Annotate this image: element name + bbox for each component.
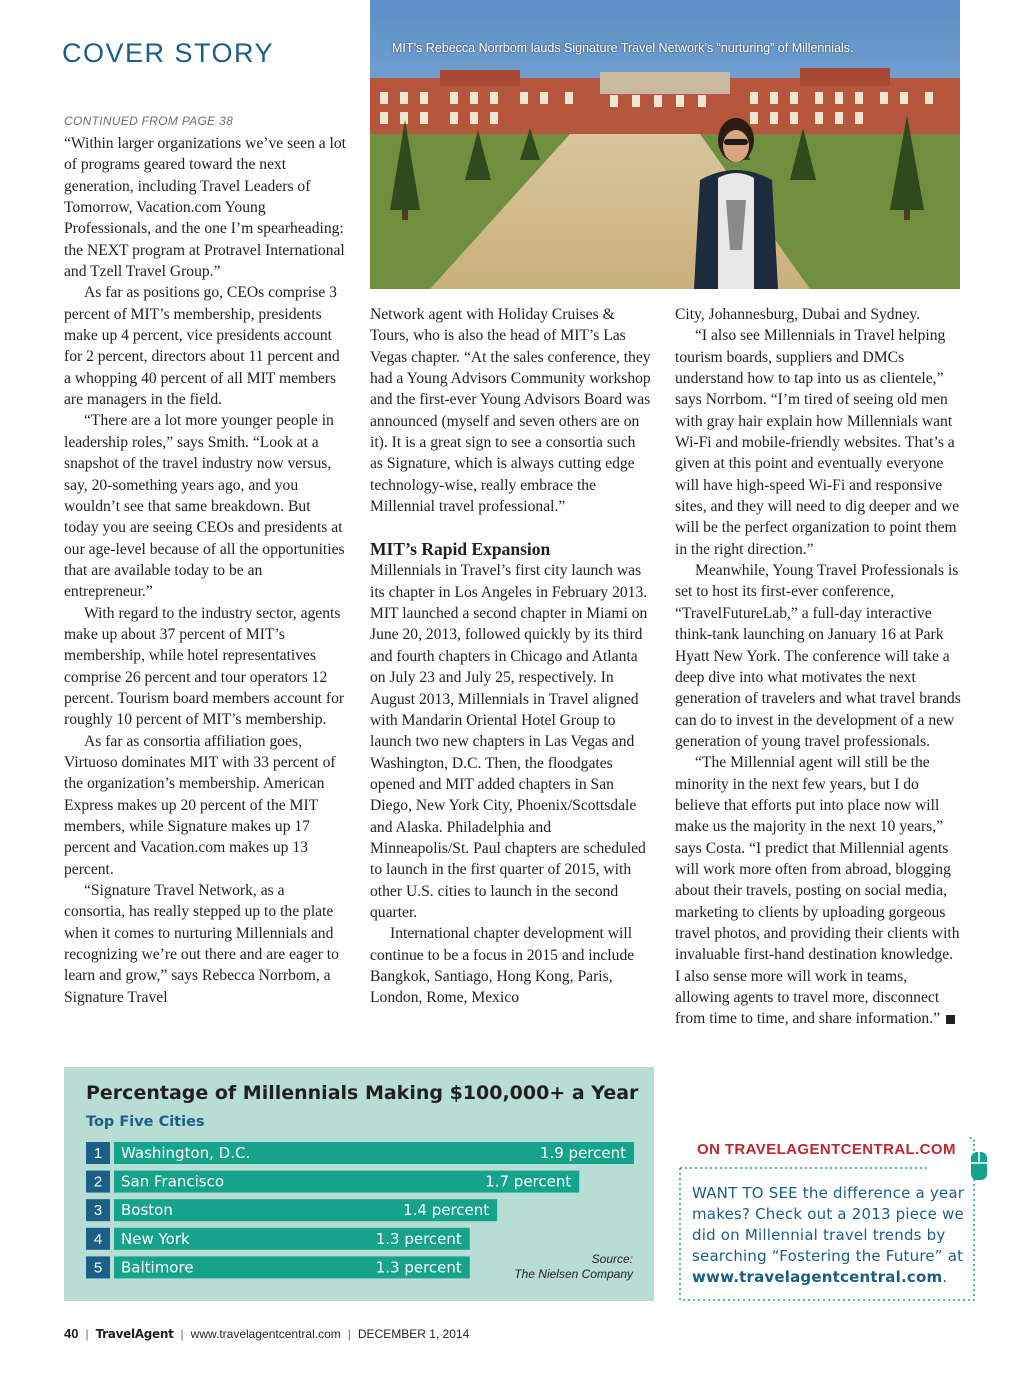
paragraph: Meanwhile, Young Travel Professionals is set to host its first-ever conference, “TravelFutureLab,” a full-day interactive think-tank launching on January 16 at Park Hyatt New York. The conference will take a deep dive into what motivates the next generation of travelers and what travel brands can do to invest in the development of a new generation of young travel professionals. <box>675 562 961 750</box>
web-promo-body: WANT TO SEE the difference a year makes? Check out a 2013 piece we did on Millennial travel trends by searching “Fostering the Future” at <box>692 1184 965 1265</box>
bar-category-label: Baltimore <box>121 1258 194 1277</box>
web-promo-heading: ON TRAVELAGENTCENTRAL.COM <box>697 1141 956 1158</box>
paragraph <box>675 752 961 1029</box>
source-label: Source: <box>591 1252 633 1266</box>
chart-title: Percentage of Millennials Making $100,000+ a Year <box>86 1082 639 1104</box>
paragraph: With regard to the industry sector, agents make up about 37 percent of MIT’s membership, while hotel representatives comprise 26 percent and tour operators 12 percent. Tourism board members account for roughly 10 percent of MIT’s membership. <box>64 604 345 729</box>
page-number: 40 <box>64 1326 79 1341</box>
paragraph: International chapter development will continue to be a focus in 2015 and include Bangkok, Santiago, Hong Kong, Paris, London, Rome, Mexico <box>370 925 635 1007</box>
subheading: MIT’s Rapid Expansion <box>370 539 551 560</box>
bar-value-label: 1.9 percent <box>539 1144 626 1162</box>
footer-separator: | <box>180 1327 184 1341</box>
paragraph: “I also see Millennials in Travel helping tourism boards, suppliers and DMCs understand how to tap into us as clientele,” says Norrbom. “I’m tired of seeing old men with gray hair explain how Millennials want Wi-Fi and mobile-friendly websites. That’s a given at this point and eventually everyone will have high-speed Wi-Fi and responsive sites, and they will need to dig deeper and we will be the perfect organization to point them in the right direction.” <box>675 327 960 558</box>
article-column-2 <box>370 304 652 1009</box>
paragraph: “Signature Travel Network, as a consortia, has really stepped up to the plate when it comes to nurturing Millennials and recognizing we’re out there and are eager to learn and grow,” says Rebecca Norrbom, a Signature Travel <box>64 882 339 1006</box>
end-of-story-mark <box>946 1015 955 1024</box>
rank-label: 1 <box>93 1145 103 1162</box>
bar-value-label: 1.7 percent <box>485 1172 572 1191</box>
bar-category-label: Washington, D.C. <box>121 1144 251 1162</box>
web-promo-text <box>692 1183 977 1288</box>
paragraph: As far as positions go, CEOs comprise 3 percent of MIT’s membership, presidents make up 4 percent, vice presidents account for 2 percent, directors about 11 percent and a whopping 40 percent of all MIT members are managers in the field. <box>64 284 340 409</box>
photo-caption: MIT’s Rebecca Norrbom lauds Signature Travel Network’s “nurturing” of Millennials. <box>392 41 854 55</box>
footer-brand: TravelAgent <box>95 1327 174 1341</box>
rank-label: 2 <box>93 1173 103 1191</box>
paragraph: Millennials in Travel’s first city launch was its chapter in Los Angeles in February 2013. MIT launched a second chapter in Miami on June 20, 2013, followed quickly by its third and fourth chapters in Chicago and Atlanta on July 23 and July 25, respectively. In August 2013, Millennials in Travel aligned with Mandarin Oriental Hotel Group to launch two new chapters in Las Vegas and Washington, D.C. Then, the floodgates opened and MIT added chapters in San Diego, New York City, Phoenix/Scottsdale and Alaska. Philadelphia and Minneapolis/St. Paul chapters are scheduled to launch in the first quarter of 2015, with other U.S. cities to launch in the second quarter. <box>370 562 648 921</box>
paragraph: City, Johannesburg, Dubai and Sydney. <box>675 306 920 323</box>
rank-label: 4 <box>93 1230 103 1248</box>
rank-label: 5 <box>93 1259 103 1277</box>
paragraph: “Within larger organizations we’ve seen a lot of programs geared toward the next generation, including Travel Leaders of Tomorrow, Vacation.com Young Professionals, and the one I’m spearheading: the NEXT program at Protravel International and Tzell Travel Group.” <box>64 135 346 281</box>
footer-url[interactable]: www.travelagentcentral.com <box>190 1327 341 1341</box>
source-name: The Nielsen Company <box>514 1267 633 1281</box>
continued-label: CONTINUED FROM PAGE 38 <box>64 114 234 128</box>
article-column-3 <box>675 304 961 1030</box>
paragraph: “There are a lot more younger people in leadership roles,” says Smith. “Look at a snapshot of the travel industry now versus, say, 20-something years ago, and you wouldn’t see that same breakdown. But today you are seeing CEOs and presidents at our age-level because of all the opportunities that are available today to be an entrepreneur.” <box>64 412 345 601</box>
chart-subtitle: Top Five Cities <box>86 1114 205 1130</box>
footer-separator: | <box>85 1327 89 1341</box>
bar-value-label: 1.4 percent <box>403 1201 490 1220</box>
section-title: COVER STORY <box>62 38 275 68</box>
mouse-icon <box>966 1148 992 1184</box>
chart-source <box>490 1252 633 1282</box>
bar-category-label: New York <box>121 1229 190 1248</box>
bar-value-label: 1.3 percent <box>375 1229 462 1248</box>
page-footer <box>64 1326 469 1341</box>
bar-value-label: 1.3 percent <box>375 1258 462 1277</box>
article-column-1 <box>64 133 348 1008</box>
bar-category-label: Boston <box>121 1201 173 1220</box>
paragraph-text: “The Millennial agent will still be the minority in the next few years, but I do believe that efforts put into place now will make us the majority in the next 10 years,” says Costa. “I predict that Millennial agents will work more often from abroad, blogging about their travels, posting on social media, marketing to clients by uploading gorgeous travel photos, and providing their clients with invaluable first-hand destination knowledge. I also sense more will work in teams, allowing agents to travel more, disconnect from time to time, and share information.” <box>675 754 960 1028</box>
footer-date: DECEMBER 1, 2014 <box>357 1327 470 1341</box>
web-promo-link[interactable]: www.travelagentcentral.com <box>692 1268 943 1286</box>
paragraph: Network agent with Holiday Cruises & Tours, who is also the head of MIT’s Las Vegas chapter. “At the sales conference, they had a Young Advisors Community workshop and the first-ever Young Advisors Board was announced (myself and seven others are on it). It is a great sign to see a consortia such as Signature, which is always cutting edge technology-wise, really embrace the Millennial travel professional.” <box>370 306 651 516</box>
paragraph: As far as consortia affiliation goes, Virtuoso dominates MIT with 33 percent of the organization’s membership. American Express makes up 20 percent of the MIT members, while Signature makes up 17 percent and Vacation.com makes up 13 percent. <box>64 732 336 878</box>
web-promo-trailing: . <box>942 1268 948 1286</box>
bar-category-label: San Francisco <box>121 1172 225 1191</box>
footer-separator: | <box>347 1327 351 1341</box>
rank-label: 3 <box>93 1202 103 1220</box>
